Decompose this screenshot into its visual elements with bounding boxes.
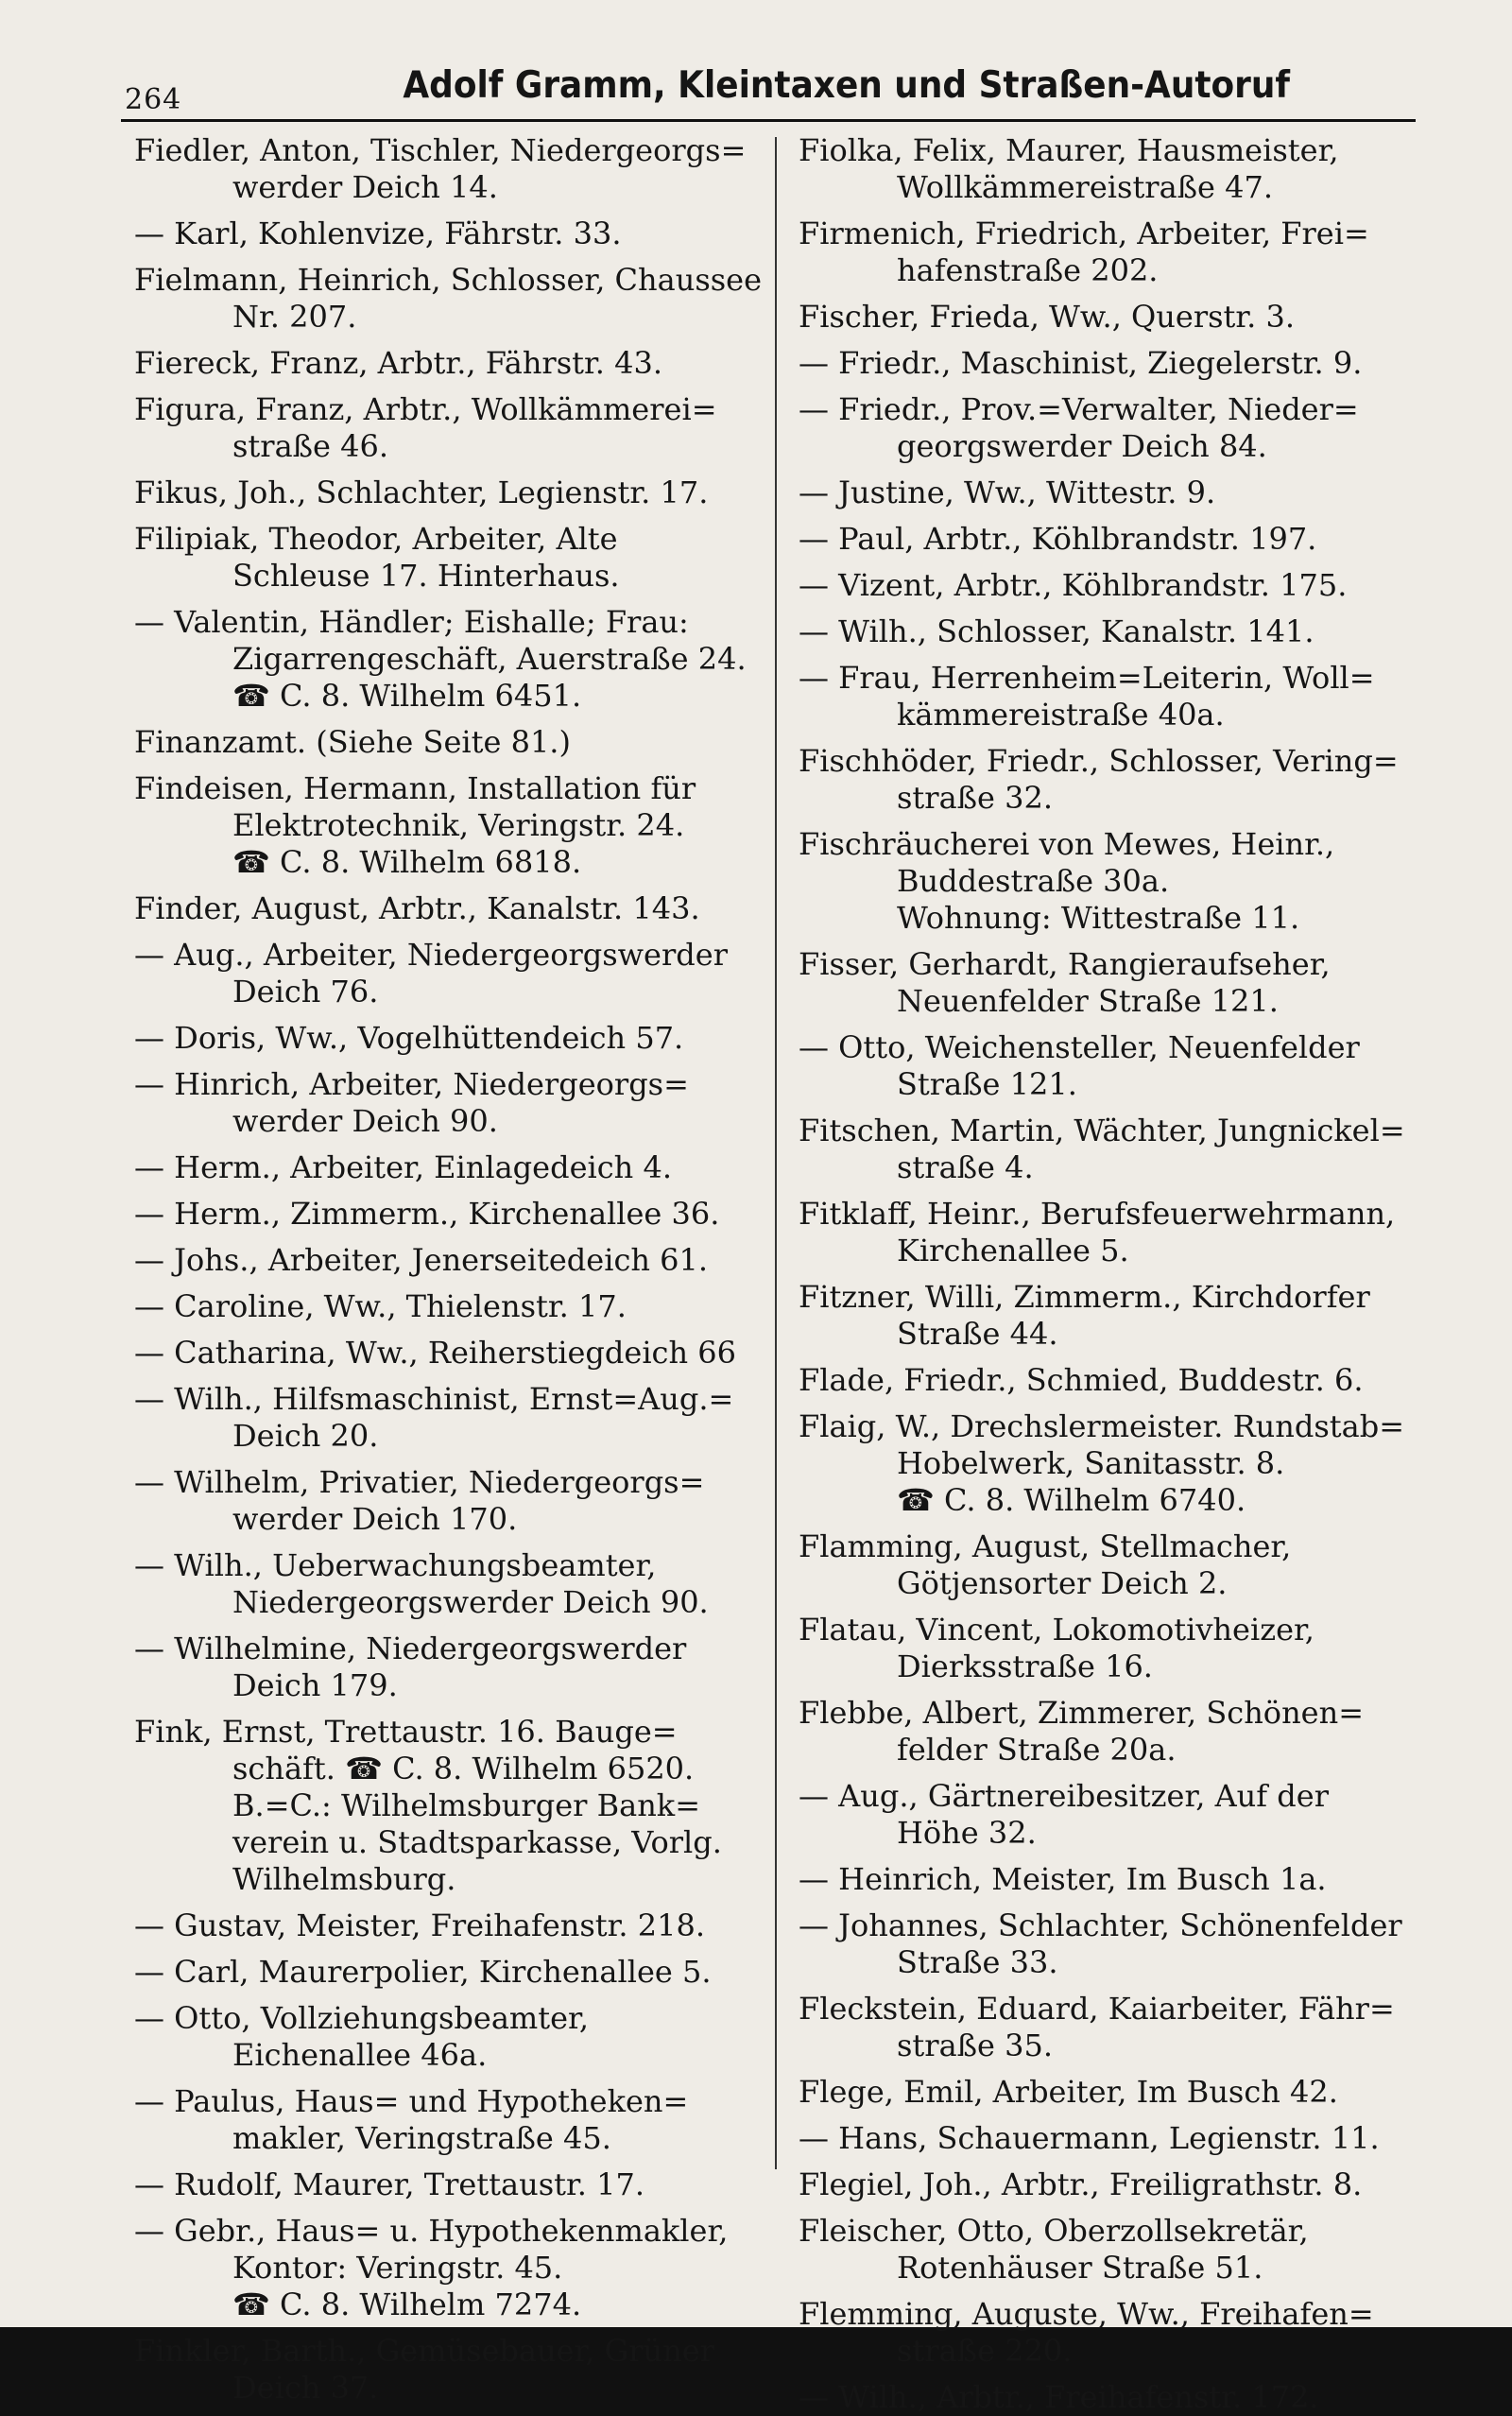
entry-line: Firmenich, Friedrich, Arbeiter, Frei= [799, 216, 1369, 251]
entry-line: — Otto, Weichensteller, Neuenfelder [799, 1029, 1360, 1065]
entry-continuation-line: werder Deich 90. [232, 1103, 498, 1139]
entry-line: Fikus, Joh., Schlachter, Legienstr. 17. [134, 475, 709, 510]
entry-line: — Heinrich, Meister, Im Busch 1a. [799, 1861, 1327, 1897]
entry-continuation-line: Eichenallee 46a. [232, 2037, 488, 2073]
entry-line: Flegiel, Joh., Arbtr., Freiligrathstr. 8. [799, 2166, 1363, 2202]
entry-continuation-line: makler, Veringstraße 45. [232, 2120, 611, 2156]
entry-continuation-line: ☎ C. 8. Wilhelm 6740. [897, 1482, 1246, 1518]
directory-entry [799, 2379, 1422, 2416]
entry-line: — Caroline, Ww., Thielenstr. 17. [134, 1288, 627, 1324]
directory-entry [799, 1196, 1422, 1269]
entry-line: Finanzamt. (Siehe Seite 81.) [134, 724, 571, 760]
directory-entry [799, 1029, 1422, 1103]
page-number: 264 [125, 83, 182, 116]
entry-line: Flatau, Vincent, Lokomotivheizer, [799, 1612, 1314, 1648]
right-column [799, 132, 1422, 2416]
entry-continuation-line: Hobelwerk, Sanitasstr. 8. [897, 1445, 1285, 1481]
directory-entry [799, 1778, 1422, 1852]
entry-line: — Herm., Zimmerm., Kirchenallee 36. [134, 1196, 720, 1232]
entry-line: — Aug., Gärtnereibesitzer, Auf der [799, 1778, 1330, 1814]
page-header [121, 64, 1416, 123]
entry-line: Filipiak, Theodor, Arbeiter, Alte [134, 521, 618, 557]
entry-continuation-line: straße 4. [897, 1149, 1034, 1185]
entry-continuation-line: kämmereistraße 40a. [897, 697, 1225, 733]
entry-line: — Carl, Maurerpolier, Kirchenallee 5. [134, 1954, 712, 1990]
entry-continuation-line: Wilhelmsburg. [232, 1861, 456, 1897]
entry-continuation-line: hafenstraße 202. [897, 252, 1159, 288]
entry-line: Flamming, August, Stellmacher, [799, 1528, 1292, 1564]
entry-line: Fiedler, Anton, Tischler, Niedergeorgs= [134, 132, 747, 168]
directory-entry [134, 2000, 763, 2074]
entry-continuation-line: ☎ C. 8. Wilhelm 6451. [232, 678, 582, 714]
entry-continuation-line: Deich 179. [232, 1667, 398, 1703]
entry-line: Fitzner, Willi, Zimmerm., Kirchdorfer [799, 1279, 1370, 1315]
directory-entry [134, 1335, 763, 1372]
entry-line: Finkler, Barth., Gemüsebauer, Grüner [134, 2333, 714, 2369]
directory-entry [134, 1954, 763, 1991]
directory-entry [134, 770, 763, 881]
entry-continuation-line: georgswerder Deich 84. [897, 428, 1267, 464]
directory-entry [799, 743, 1422, 817]
directory-entry [799, 1695, 1422, 1769]
directory-entry [134, 1288, 763, 1325]
directory-entry [799, 2120, 1422, 2157]
directory-entry [799, 299, 1422, 336]
entry-line: — Paulus, Haus= und Hypotheken= [134, 2083, 689, 2119]
entry-line: — Karl, Kohlenvize, Fährstr. 33. [134, 216, 622, 251]
entry-line: Fitschen, Martin, Wächter, Jungnickel= [799, 1113, 1405, 1148]
left-column [134, 132, 763, 2407]
entry-line: Fischhöder, Friedr., Schlosser, Vering= [799, 743, 1399, 779]
entry-continuation-line: Kontor: Veringstr. 45. [232, 2250, 563, 2286]
entry-line: Figura, Franz, Arbtr., Wollkämmerei= [134, 391, 717, 427]
entry-line: Flaig, W., Drechslermeister. Rundstab= [799, 1408, 1405, 1444]
entry-line: — Wilh., Schlosser, Kanalstr. 141. [799, 613, 1314, 649]
entry-continuation-line: ☎ C. 8. Wilhelm 6818. [232, 844, 582, 880]
entry-line: — Wilh., Arbtr., Freihafenstr. 172. [799, 2379, 1319, 2415]
entry-line: — Herm., Arbeiter, Einlagedeich 4. [134, 1149, 672, 1185]
entry-continuation-line: Nr. 207. [232, 299, 357, 335]
directory-entry [134, 1547, 763, 1621]
directory-entry [134, 1464, 763, 1538]
entry-continuation-line: Deich 37. [232, 2370, 379, 2406]
entry-line: Fielmann, Heinrich, Schlosser, Chaussee [134, 262, 763, 298]
entry-line: — Aug., Arbeiter, Niedergeorgswerder [134, 937, 728, 973]
column-divider [775, 137, 777, 2169]
directory-entry [799, 345, 1422, 382]
entry-continuation-line: Straße 33. [897, 1944, 1058, 1980]
directory-entry [134, 1149, 763, 1186]
directory-entry [134, 1196, 763, 1233]
entry-continuation-line: Straße 121. [897, 1066, 1077, 1102]
entry-continuation-line: Neuenfelder Straße 121. [897, 983, 1279, 1019]
directory-entry [134, 521, 763, 595]
directory-entry [799, 132, 1422, 206]
directory-entry [799, 1528, 1422, 1602]
entry-continuation-line: Wollkämmereistraße 47. [897, 169, 1274, 205]
entry-continuation-line: Schleuse 17. Hinterhaus. [232, 558, 620, 594]
entry-continuation-line: Deich 76. [232, 974, 379, 1010]
page-title: Adolf Gramm, Kleintaxen und Straßen-Autoruf [403, 64, 1291, 107]
directory-entry [799, 1861, 1422, 1898]
directory-entry [134, 1066, 763, 1140]
directory-entry [134, 475, 763, 511]
directory-entry [134, 2166, 763, 2203]
directory-entry [799, 826, 1422, 937]
directory-entry [799, 2074, 1422, 2111]
directory-entry [134, 1381, 763, 1455]
entry-continuation-line: Buddestraße 30a. [897, 863, 1170, 899]
entry-continuation-line: werder Deich 14. [232, 169, 498, 205]
entry-line: Flade, Friedr., Schmied, Buddestr. 6. [799, 1362, 1364, 1398]
entry-line: Fleischer, Otto, Oberzollsekretär, [799, 2213, 1309, 2249]
directory-entry [134, 262, 763, 336]
directory-entry [134, 1242, 763, 1279]
entry-continuation-line: Elektrotechnik, Veringstr. 24. [232, 807, 685, 843]
entry-line: — Johannes, Schlachter, Schönenfelder [799, 1907, 1402, 1943]
entry-continuation-line: Götjensorter Deich 2. [897, 1565, 1228, 1601]
directory-entry [134, 216, 763, 252]
entry-line: — Otto, Vollziehungsbeamter, [134, 2000, 589, 2036]
entry-continuation-line: straße 32. [897, 780, 1054, 816]
directory-entry [799, 521, 1422, 558]
directory-entry [134, 1714, 763, 1898]
entry-line: Fischer, Frieda, Ww., Querstr. 3. [799, 299, 1296, 335]
entry-line: Flemming, Auguste, Ww., Freihafen= [799, 2296, 1374, 2332]
entry-line: Flebbe, Albert, Zimmerer, Schönen= [799, 1695, 1365, 1731]
entry-continuation-line: Höhe 32. [897, 1815, 1037, 1851]
directory-entry [134, 345, 763, 382]
directory-entry [799, 1279, 1422, 1353]
directory-entry [134, 1631, 763, 1704]
entry-line: — Rudolf, Maurer, Trettaustr. 17. [134, 2166, 644, 2202]
entry-continuation-line: B.=C.: Wilhelmsburger Bank= [232, 1787, 700, 1823]
entry-line: Fisser, Gerhardt, Rangieraufseher, [799, 946, 1331, 982]
entry-line: — Wilh., Hilfsmaschinist, Ernst=Aug.= [134, 1381, 734, 1417]
directory-entry [799, 475, 1422, 511]
entry-continuation-line: felder Straße 20a. [897, 1732, 1177, 1768]
entry-continuation-line: schäft. ☎ C. 8. Wilhelm 6520. [232, 1751, 695, 1786]
directory-entry [134, 937, 763, 1010]
directory-entry [799, 1113, 1422, 1186]
header-rule [121, 119, 1416, 122]
entry-continuation-line: Rotenhäuser Straße 51. [897, 2250, 1263, 2286]
entry-continuation-line: Wohnung: Wittestraße 11. [897, 900, 1300, 936]
entry-line: — Hans, Schauermann, Legienstr. 11. [799, 2120, 1380, 2156]
directory-entry [134, 724, 763, 761]
entry-line: Flege, Emil, Arbeiter, Im Busch 42. [799, 2074, 1338, 2110]
entry-line: Fink, Ernst, Trettaustr. 16. Bauge= [134, 1714, 678, 1750]
directory-entry [134, 1020, 763, 1057]
entry-continuation-line: straße 35. [897, 2028, 1054, 2063]
entry-continuation-line: Straße 44. [897, 1316, 1058, 1352]
entry-line: — Hinrich, Arbeiter, Niedergeorgs= [134, 1066, 689, 1102]
entry-line: Fiolka, Felix, Maurer, Hausmeister, [799, 132, 1339, 168]
directory-entry [799, 2296, 1422, 2370]
entry-line: — Justine, Ww., Wittestr. 9. [799, 475, 1216, 510]
directory-entry [134, 2083, 763, 2157]
directory-entry [799, 391, 1422, 465]
entry-line: — Friedr., Maschinist, Ziegelerstr. 9. [799, 345, 1363, 381]
entry-line: Findeisen, Hermann, Installation für [134, 770, 696, 806]
entry-line: — Gebr., Haus= u. Hypothekenmakler, [134, 2213, 729, 2249]
entry-line: — Valentin, Händler; Eishalle; Frau: [134, 604, 689, 640]
entry-line: — Gustav, Meister, Freihafenstr. 218. [134, 1907, 706, 1943]
entry-continuation-line: Kirchenallee 5. [897, 1233, 1129, 1268]
entry-line: — Vizent, Arbtr., Köhlbrandstr. 175. [799, 567, 1348, 603]
entry-continuation-line: werder Deich 170. [232, 1501, 518, 1537]
entry-line: Fiereck, Franz, Arbtr., Fährstr. 43. [134, 345, 663, 381]
entry-line: — Frau, Herrenheim=Leiterin, Woll= [799, 660, 1375, 696]
entry-line: — Paul, Arbtr., Köhlbrandstr. 197. [799, 521, 1317, 557]
entry-line: Fitklaff, Heinr., Berufsfeuerwehrmann, [799, 1196, 1396, 1232]
entry-line: — Wilhelmine, Niedergeorgswerder [134, 1631, 687, 1666]
entry-line: — Friedr., Prov.=Verwalter, Nieder= [799, 391, 1359, 427]
entry-continuation-line: Deich 20. [232, 1418, 379, 1454]
directory-entry [134, 2213, 763, 2323]
directory-entry [799, 2166, 1422, 2203]
directory-entry [799, 1612, 1422, 1685]
directory-entry [134, 2333, 763, 2407]
entry-continuation-line: straße 220. [897, 2333, 1073, 2369]
entry-continuation-line: ☎ C. 8. Wilhelm 7274. [232, 2287, 582, 2322]
directory-entry [134, 132, 763, 206]
directory-entry [799, 1907, 1422, 1981]
directory-entry [799, 1991, 1422, 2064]
entry-line: Finder, August, Arbtr., Kanalstr. 143. [134, 890, 700, 926]
entry-line: — Wilh., Ueberwachungsbeamter, [134, 1547, 657, 1583]
directory-entry [799, 1362, 1422, 1399]
directory-entry [799, 567, 1422, 604]
entry-continuation-line: verein u. Stadtsparkasse, Vorlg. [232, 1824, 722, 1860]
entry-continuation-line: Niedergeorgswerder Deich 90. [232, 1584, 709, 1620]
directory-entry [134, 391, 763, 465]
directory-entry [799, 660, 1422, 733]
directory-entry [799, 946, 1422, 1020]
directory-entry [799, 216, 1422, 289]
entry-line: — Wilhelm, Privatier, Niedergeorgs= [134, 1464, 705, 1500]
directory-entry [134, 1907, 763, 1944]
entry-line: Fleckstein, Eduard, Kaiarbeiter, Fähr= [799, 1991, 1395, 2027]
directory-entry [134, 890, 763, 927]
entry-continuation-line: Zigarrengeschäft, Auerstraße 24. [232, 641, 747, 677]
entry-continuation-line: straße 46. [232, 428, 389, 464]
entry-line: Fischräucherei von Mewes, Heinr., [799, 826, 1335, 862]
directory-entry [134, 604, 763, 715]
entry-continuation-line: Dierksstraße 16. [897, 1648, 1153, 1684]
entry-line: — Doris, Ww., Vogelhüttendeich 57. [134, 1020, 684, 1056]
entry-line: — Johs., Arbeiter, Jenerseitedeich 61. [134, 1242, 709, 1278]
directory-entry [799, 2213, 1422, 2287]
directory-entry [799, 613, 1422, 650]
entry-line: — Catharina, Ww., Reiherstiegdeich 66 [134, 1335, 736, 1371]
directory-entry [799, 1408, 1422, 1519]
